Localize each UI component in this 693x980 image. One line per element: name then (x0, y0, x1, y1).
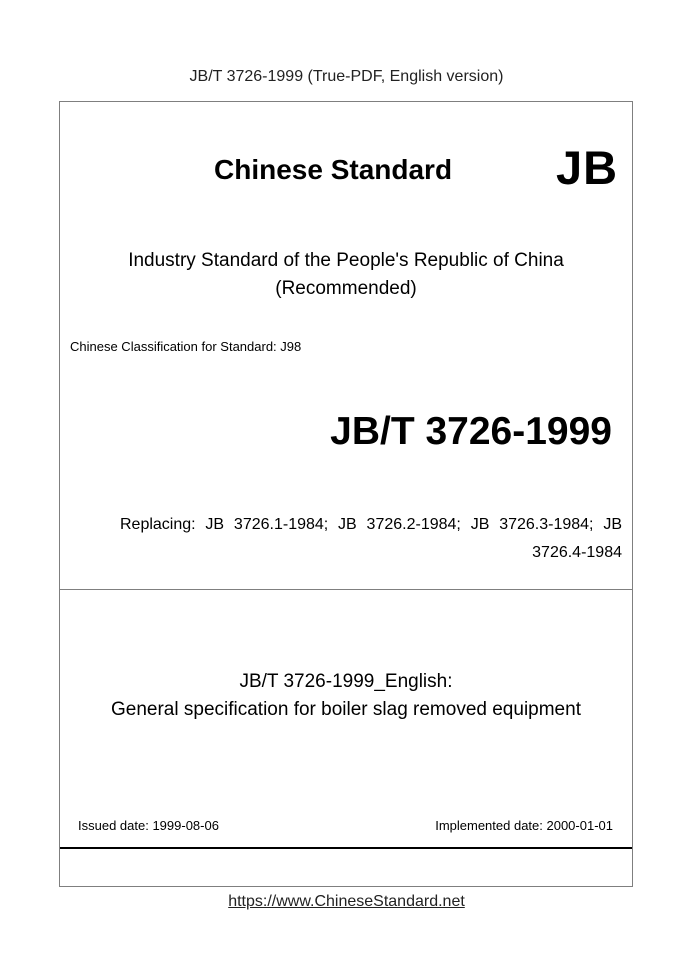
page-header: JB/T 3726-1999 (True-PDF, English version) (189, 68, 504, 85)
standard-title: Chinese Standard (214, 154, 453, 185)
industry-standard-heading (60, 247, 632, 303)
replacing-text: Replacing: JB 3726.1-1984; JB 3726.2-1984; JB 3726.3-1984; JB 3726.4-1984 (120, 516, 622, 561)
recommended-line: (Recommended) (275, 278, 417, 299)
english-title-name: General specification for boiler slag removed equipment (111, 699, 581, 720)
industry-line: Industry Standard of the People's Republic of China (128, 250, 564, 271)
english-title-code: JB/T 3726-1999_English: (239, 671, 453, 692)
website-link[interactable]: https://www.ChineseStandard.net (228, 893, 465, 910)
document-number: JB/T 3726-1999 (330, 410, 612, 453)
implemented-date: Implemented date: 2000-01-01 (435, 818, 613, 833)
cover-frame (59, 101, 633, 887)
issued-date: Issued date: 1999-08-06 (78, 818, 219, 833)
section-divider (60, 589, 632, 590)
bottom-divider (60, 847, 632, 849)
footer (0, 893, 693, 911)
classification-text: Chinese Classification for Standard: J98 (70, 339, 302, 354)
standard-code: JB (556, 141, 619, 194)
english-title (60, 668, 632, 724)
